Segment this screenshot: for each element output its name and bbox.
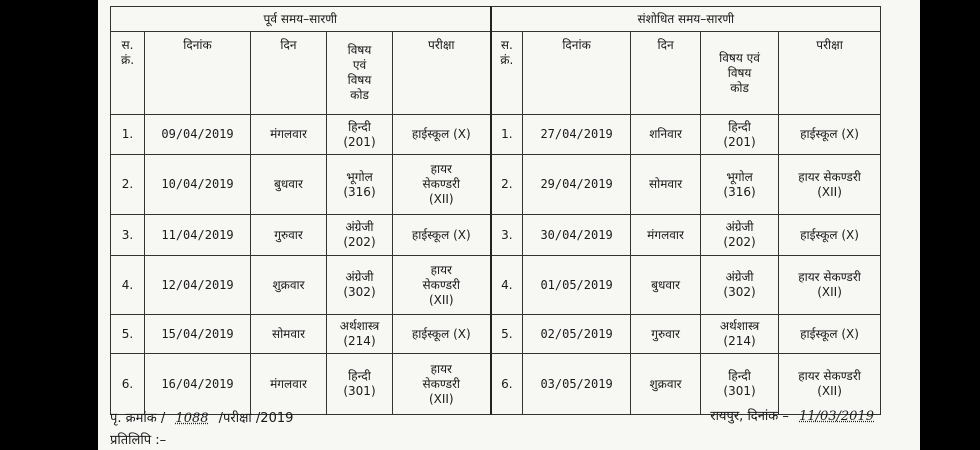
place-date-label: रायपुर, दिनांक – [710,409,789,424]
old-serial: 2. [111,155,145,215]
new-date: 29/04/2019 [523,155,631,215]
new-serial: 3. [491,215,523,256]
revised-timetable-title: संशोधित समय–सारणी [491,7,881,32]
old-date: 10/04/2019 [145,155,251,215]
new-date: 02/05/2019 [523,315,631,354]
table-row [111,115,881,155]
new-serial: 4. [491,256,523,315]
new-day: मंगलवार [631,215,701,256]
old-subject: अंग्रेजी (202) [327,215,393,256]
old-serial: 1. [111,115,145,155]
new-exam: हायर सेकण्डरी (XII) [779,354,881,415]
new-serial: 1. [491,115,523,155]
old-day: मंगलवार [251,354,327,415]
new-serial-header: स. क्रं. [491,32,523,115]
new-date: 30/04/2019 [523,215,631,256]
old-subject: हिन्दी (301) [327,354,393,415]
old-date: 16/04/2019 [145,354,251,415]
reference-number: 1088 [175,411,209,426]
old-serial: 6. [111,354,145,415]
table-row [111,155,881,215]
old-date-header: दिनांक [145,32,251,115]
document-page [98,0,920,450]
new-date: 27/04/2019 [523,115,631,155]
new-exam: हाईस्कूल (X) [779,315,881,354]
new-exam: हायर सेकण्डरी (XII) [779,256,881,315]
table-row [111,315,881,354]
old-date: 09/04/2019 [145,115,251,155]
old-exam: हायर सेकण्डरी (XII) [393,155,491,215]
new-date: 01/05/2019 [523,256,631,315]
new-date-header: दिनांक [523,32,631,115]
new-exam: हायर सेकण्डरी (XII) [779,155,881,215]
new-serial: 2. [491,155,523,215]
old-exam: हायर सेकण्डरी (XII) [393,354,491,415]
old-subject: भूगोल (316) [327,155,393,215]
new-day: गुरुवार [631,315,701,354]
old-date: 15/04/2019 [145,315,251,354]
new-serial: 5. [491,315,523,354]
new-subject: हिन्दी (301) [701,354,779,415]
new-subject: अंग्रेजी (202) [701,215,779,256]
old-serial: 5. [111,315,145,354]
column-header-row [111,32,881,115]
old-subject: हिन्दी (201) [327,115,393,155]
reference-prefix: पृ. क्रमांक / [110,411,166,426]
old-date: 11/04/2019 [145,215,251,256]
old-day: मंगलवार [251,115,327,155]
reference-line [110,408,293,426]
old-day: गुरुवार [251,215,327,256]
exam-timetable [110,6,881,415]
group-header-row [111,7,881,32]
old-day-header: दिन [251,32,327,115]
issue-date: 11/03/2019 [799,409,874,424]
old-exam: हाईस्कूल (X) [393,315,491,354]
new-day-header: दिन [631,32,701,115]
new-subject: हिन्दी (201) [701,115,779,155]
old-exam: हाईस्कूल (X) [393,215,491,256]
old-date: 12/04/2019 [145,256,251,315]
new-subject-header: विषय एवं विषय कोड [701,32,779,115]
new-day: शुक्रवार [631,354,701,415]
new-subject: अंग्रेजी (302) [701,256,779,315]
old-exam-header: परीक्षा [393,32,491,115]
table-row [111,256,881,315]
new-day: सोमवार [631,155,701,215]
old-day: सोमवार [251,315,327,354]
old-subject: अंग्रेजी (302) [327,256,393,315]
place-date-line [710,406,880,424]
old-serial: 3. [111,215,145,256]
new-subject: अर्थशास्त्र (214) [701,315,779,354]
old-day: शुक्रवार [251,256,327,315]
copy-to-label: प्रतिलिपि :– [110,433,167,448]
old-serial-header: स. क्रं. [111,32,145,115]
old-timetable-title: पूर्व समय–सारणी [111,7,491,32]
old-exam: हायर सेकण्डरी (XII) [393,256,491,315]
old-subject-header: विषय एवं विषय कोड [327,32,393,115]
old-serial: 4. [111,256,145,315]
new-exam: हाईस्कूल (X) [779,215,881,256]
new-day: बुधवार [631,256,701,315]
new-exam: हाईस्कूल (X) [779,115,881,155]
old-day: बुधवार [251,155,327,215]
table-row [111,215,881,256]
new-day: शनिवार [631,115,701,155]
new-date: 03/05/2019 [523,354,631,415]
new-serial: 6. [491,354,523,415]
old-exam: हाईस्कूल (X) [393,115,491,155]
old-subject: अर्थशास्त्र (214) [327,315,393,354]
reference-suffix: /परीक्षा /2019 [218,411,294,426]
new-exam-header: परीक्षा [779,32,881,115]
new-subject: भूगोल (316) [701,155,779,215]
